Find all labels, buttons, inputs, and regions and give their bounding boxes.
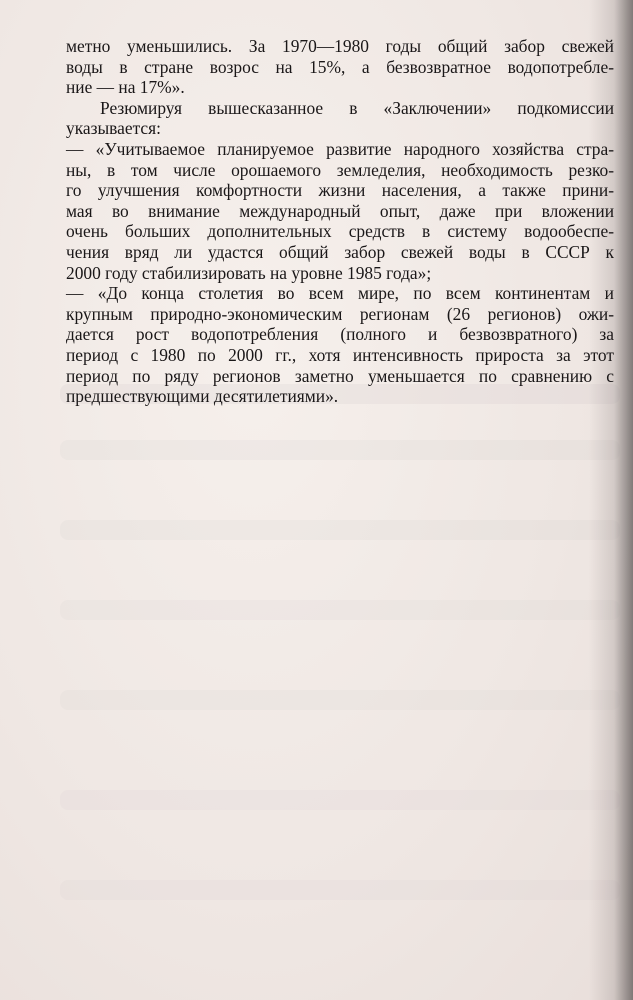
- show-through-text: [60, 790, 620, 810]
- text-line: период по ряду регионов заметно уменьшается по сравнению с: [66, 365, 614, 386]
- show-through-text: [60, 440, 620, 460]
- text-line: чения вряд ли удастся общий забор свежей воды в СССР к: [66, 241, 614, 262]
- text-line: предшествующими десятилетиями».: [66, 386, 339, 407]
- text-line: 2000 году стабилизировать на уровне 1985 года»;: [66, 262, 432, 283]
- text-line: очень больших дополнительных средств в систему водообеспе-: [66, 221, 614, 242]
- show-through-text: [60, 600, 620, 620]
- text-line: ны, в том числе орошаемого земледелия, необходимость резко-: [66, 159, 614, 180]
- text-line: дается рост водопотребления (полного и безвозвратного) за: [66, 324, 614, 345]
- text-line: — «До конца столетия во всем мире, по всем континентам и: [66, 283, 614, 304]
- text-line: период с 1980 по 2000 гг., хотя интенсивность прироста за этот: [66, 344, 614, 365]
- text-line: метно уменьшились. За 1970—1980 годы общий забор свежей: [66, 36, 614, 56]
- body-text: [66, 36, 614, 407]
- show-through-text: [60, 520, 620, 540]
- text-line: — «Учитываемое планируемое развитие народного хозяйства стра-: [66, 138, 614, 159]
- text-line: указывается:: [66, 118, 161, 139]
- text-line: ние — на 17%».: [66, 77, 185, 98]
- show-through-text: [60, 690, 620, 710]
- text-line: мая во внимание международный опыт, даже при вложении: [66, 200, 614, 221]
- show-through-text: [60, 880, 620, 900]
- text-line: Резюмируя вышесказанное в «Заключении» подкомиссии: [100, 97, 614, 118]
- text-line: го улучшения комфортности жизни населения, а также прини-: [66, 180, 614, 201]
- text-line: крупным природно-экономическим регионам (26 регионов) ожи-: [66, 303, 614, 324]
- text-line: воды в стране возрос на 15%, а безвозвратное водопотребле-: [66, 56, 614, 77]
